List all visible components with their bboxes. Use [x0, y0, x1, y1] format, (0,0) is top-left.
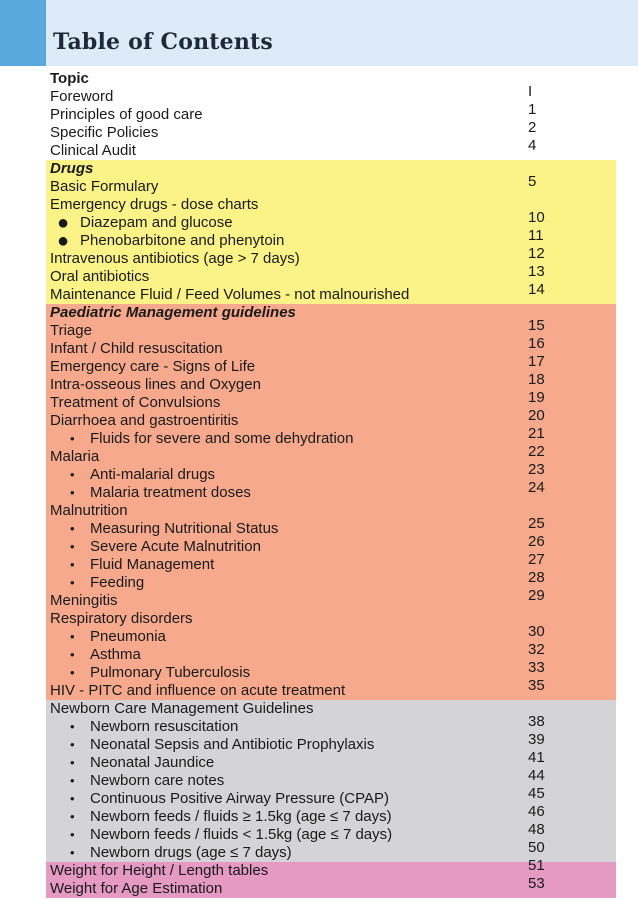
toc-label: Clinical Audit [50, 142, 136, 159]
bullet-icon: • [70, 719, 75, 734]
toc-label: Basic Formulary [50, 178, 159, 195]
toc-page: 53 [528, 875, 545, 892]
toc-page: 44 [528, 767, 545, 784]
toc-page: 23 [528, 461, 545, 478]
toc-page: 35 [528, 677, 545, 694]
toc-label: Neonatal Jaundice [90, 754, 215, 771]
section-general [46, 70, 616, 160]
bullet-icon: • [70, 629, 75, 644]
bullet-icon: • [70, 521, 75, 536]
toc-page: 13 [528, 263, 545, 280]
toc-label: Emergency care - Signs of Life [50, 358, 256, 375]
toc-page: 33 [528, 659, 545, 676]
toc-label: Intra-osseous lines and Oxygen [50, 376, 261, 393]
toc-page: 15 [528, 317, 545, 334]
toc-label: Asthma [90, 646, 141, 663]
toc-page: 50 [528, 839, 545, 856]
toc-label: Maintenance Fluid / Feed Volumes - not malnourished [50, 286, 410, 303]
bullet-icon: • [70, 665, 75, 680]
toc-row [46, 587, 616, 610]
toc-page: 48 [528, 821, 545, 838]
corner-accent [0, 0, 46, 66]
toc-row [46, 875, 616, 898]
toc-page: 27 [528, 551, 545, 568]
bullet-icon: ● [57, 212, 70, 234]
toc-page: 30 [528, 623, 545, 640]
bullet-icon: • [70, 845, 75, 860]
toc-page: 21 [528, 425, 545, 442]
bullet-icon: • [70, 539, 75, 554]
toc-label: Pneumonia [90, 628, 166, 645]
toc-label: Neonatal Sepsis and Antibiotic Prophylaxis [90, 736, 375, 753]
section-newborn [46, 700, 616, 862]
toc-page: 5 [528, 173, 537, 190]
toc-page: 24 [528, 479, 545, 496]
toc-page: 20 [528, 407, 545, 424]
toc-page: 18 [528, 371, 545, 388]
toc-page: 46 [528, 803, 545, 820]
toc-label: Meningitis [50, 592, 118, 609]
toc-label: Severe Acute Malnutrition [90, 538, 261, 555]
toc-row [46, 137, 616, 160]
toc-page: 45 [528, 785, 545, 802]
toc-label: Specific Policies [50, 124, 159, 141]
toc-label: Feeding [90, 574, 145, 591]
toc-page: 32 [528, 641, 545, 658]
bullet-icon: • [70, 557, 75, 572]
toc-page: 10 [528, 209, 545, 226]
toc-label: Emergency drugs - dose charts [50, 196, 259, 213]
section-heading: Drugs [50, 160, 94, 177]
table-of-contents [46, 70, 616, 898]
toc-page: 14 [528, 281, 545, 298]
toc-page: 25 [528, 515, 545, 532]
toc-label: Fluids for severe and some dehydration [90, 430, 354, 447]
toc-label: Newborn care notes [90, 772, 225, 789]
bullet-icon: • [70, 755, 75, 770]
toc-label: Foreword [50, 88, 114, 105]
bullet-icon: • [70, 737, 75, 752]
toc-label: Diarrhoea and gastroentiritis [50, 412, 239, 429]
bullet-icon: • [70, 485, 75, 500]
toc-label: Malaria [50, 448, 100, 465]
toc-row [46, 677, 616, 700]
toc-page: 17 [528, 353, 545, 370]
section-tables [46, 857, 616, 898]
bullet-icon: • [70, 467, 75, 482]
bullet-icon: • [70, 575, 75, 590]
toc-page: I [528, 83, 533, 100]
page-title: Table of Contents [53, 29, 273, 55]
toc-page: 4 [528, 137, 537, 154]
toc-page: 1 [528, 101, 537, 118]
toc-label: Respiratory disorders [50, 610, 193, 627]
toc-label: HIV - PITC and influence on acute treatment [50, 682, 346, 699]
toc-page: 2 [528, 119, 537, 136]
toc-row [46, 479, 616, 502]
bullet-icon: • [70, 647, 75, 662]
toc-label: Newborn feeds / fluids < 1.5kg (age ≤ 7 days) [90, 826, 393, 843]
toc-label: Diazepam and glucose [80, 214, 233, 231]
toc-page: 19 [528, 389, 545, 406]
toc-label: Anti-malarial drugs [90, 466, 216, 483]
section-paediatric [46, 304, 616, 700]
toc-page: 28 [528, 569, 545, 586]
toc-page: 11 [528, 227, 544, 244]
toc-label: Malnutrition [50, 502, 128, 519]
toc-label: Principles of good care [50, 106, 203, 123]
bullet-icon: • [70, 791, 75, 806]
section-drugs [46, 160, 616, 304]
toc-label: Phenobarbitone and phenytoin [80, 232, 285, 249]
toc-page: 12 [528, 245, 545, 262]
toc-page: 38 [528, 713, 545, 730]
toc-page: 26 [528, 533, 545, 550]
toc-label: Measuring Nutritional Status [90, 520, 279, 537]
toc-page: 29 [528, 587, 545, 604]
section-heading: Paediatric Management guidelines [50, 304, 296, 321]
toc-label: Triage [50, 322, 92, 339]
section-heading: Newborn Care Management Guidelines [50, 700, 314, 717]
toc-label: Malaria treatment doses [90, 484, 251, 501]
toc-label: Newborn resuscitation [90, 718, 239, 735]
toc-label: Fluid Management [90, 556, 215, 573]
toc-label: Infant / Child resuscitation [50, 340, 223, 357]
bullet-icon: • [70, 827, 75, 842]
toc-row [46, 281, 616, 304]
toc-page: 22 [528, 443, 545, 460]
toc-heading: Topic [50, 70, 89, 87]
toc-label: Oral antibiotics [50, 268, 150, 285]
toc-page: 16 [528, 335, 545, 352]
bullet-icon: • [70, 431, 75, 446]
toc-page: 39 [528, 731, 545, 748]
bullet-icon: ● [57, 230, 70, 252]
toc-label: Intravenous antibiotics (age > 7 days) [50, 250, 300, 267]
toc-label: Continuous Positive Airway Pressure (CPAP) [90, 790, 390, 807]
bullet-icon: • [70, 809, 75, 824]
toc-label: Weight for Age Estimation [50, 880, 223, 897]
toc-label: Treatment of Convulsions [50, 394, 221, 411]
toc-row [46, 173, 616, 196]
toc-label: Pulmonary Tuberculosis [90, 664, 251, 681]
toc-label: Newborn feeds / fluids ≥ 1.5kg (age ≤ 7 days) [90, 808, 392, 825]
bullet-icon: • [70, 773, 75, 788]
toc-page: 51 [528, 857, 545, 874]
toc-label: Weight for Height / Length tables [50, 862, 269, 879]
toc-label: Newborn drugs (age ≤ 7 days) [90, 844, 292, 861]
toc-page: 41 [528, 749, 545, 766]
